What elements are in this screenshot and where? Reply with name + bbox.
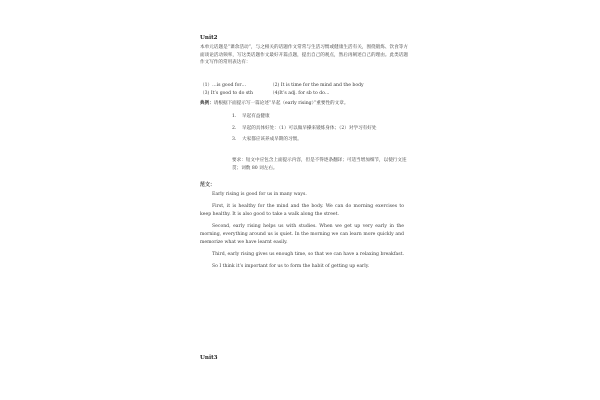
essay-paragraph: Second, early rising helps us with studies. When we get up very early in the morning, everything around us is quiet. In the morning we can learn more quickly and memorize what we have learnt easily. (200, 223, 404, 246)
point-text: 大家都应该养成早期的习惯。 (242, 137, 302, 143)
example-label: 典例： (200, 101, 214, 106)
requirement-text: 要求：短文中应包含上面提示内容，但是不得逐条翻译；可适当增加细节，以使行文连贯；词数 80 词左右。 (232, 158, 407, 171)
point-number: 3. (232, 137, 237, 143)
expression-4: （4)It’s adj. for sb to do… (270, 91, 330, 96)
expressions-row-1 (200, 82, 400, 90)
expression-2: （2) It is time for the mind and the body (270, 83, 364, 88)
example-points (232, 113, 404, 144)
point-text: 早起有益健康 (242, 114, 270, 119)
essay-paragraph: So I think it’s important for us to form the habit of getting up early. (212, 263, 370, 269)
intro-paragraph: 本单元话题是“课余活动”，与之相关的话题作文常常与生活习惯或健康生活有关，围绕锻炼、饮食等方面谈论活动频率，写这类话题作文最好开篇点题，提出自己的观点，然后再阐述自己的理由。此类话题作文写作的常用表达有： (200, 45, 408, 66)
point-number: 1. (232, 114, 237, 119)
essay-body (200, 191, 404, 274)
example-prompt: 请根据下面提示写一篇论述“早起（early rising）”重要性的文章。 (213, 101, 349, 106)
essay-paragraph: First, it is healthy for the mind and the body. We can do morning exercises to keep healthy. It is also good to take a walk along the street. (200, 203, 404, 217)
example-line (200, 100, 348, 106)
essay-label: 范文： (200, 182, 216, 188)
expressions-row-2 (200, 90, 400, 98)
unit3-heading: Unit3 (200, 355, 218, 361)
point-item (232, 125, 404, 133)
point-text: 早起的具体好处：（1）可以做早操来锻炼身体；（2）对学习有好处 (242, 125, 377, 131)
unit2-heading: Unit2 (200, 35, 218, 41)
point-item (232, 136, 404, 144)
expression-1: （1）…is good for… (200, 83, 247, 88)
essay-paragraph: Third, early rising gives us enough time, so that we can have a relaxing breakfast. (212, 252, 404, 257)
point-number: 2. (232, 125, 237, 131)
expression-3: （3) It’s good to do sth (200, 91, 253, 96)
essay-paragraph: Early rising is good for us in many ways. (212, 192, 307, 197)
point-item (232, 113, 404, 121)
